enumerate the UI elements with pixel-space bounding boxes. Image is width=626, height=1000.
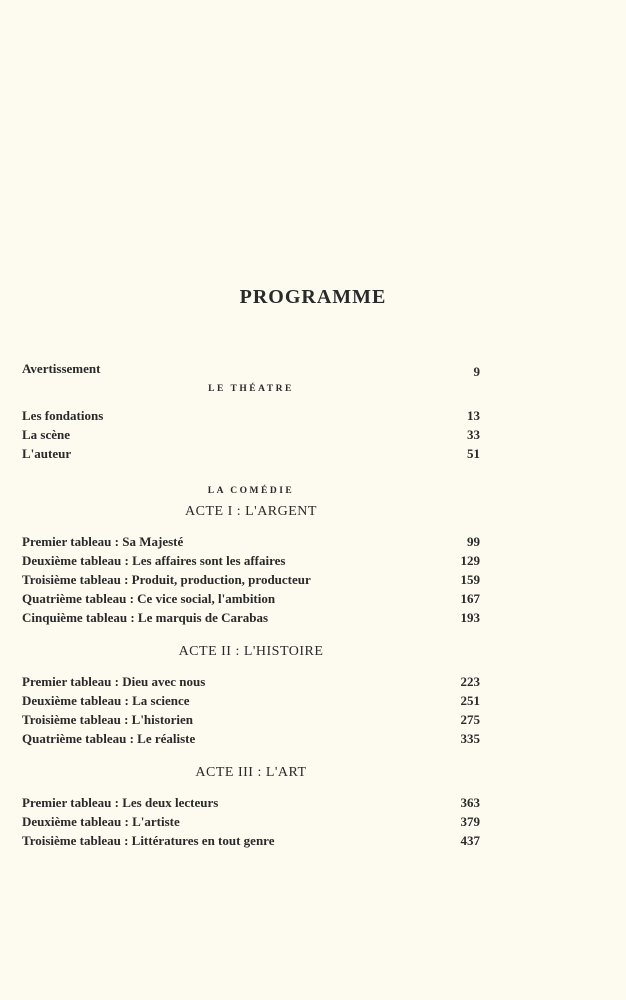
page-title: PROGRAMME <box>239 286 387 308</box>
entry-page: 251 <box>460 693 480 708</box>
toc-entry-avertissement <box>22 361 480 377</box>
entry-label: Avertissement <box>22 361 101 376</box>
entry-page: 13 <box>467 408 480 423</box>
toc-entry <box>22 534 480 550</box>
entry-label: Deuxième tableau : La science <box>22 693 190 708</box>
entry-page: 275 <box>460 712 480 727</box>
entry-label: Quatrième tableau : Le réaliste <box>22 731 196 746</box>
entry-page: 9 <box>473 364 480 379</box>
toc-entry <box>22 674 480 690</box>
toc-entry <box>22 553 480 569</box>
entry-label: Deuxième tableau : Les affaires sont les affaires <box>22 553 286 568</box>
toc-entry <box>22 572 480 588</box>
entry-label: Premier tableau : Les deux lecteurs <box>22 795 219 810</box>
toc-entry <box>22 427 480 443</box>
acte-heading: ACTE II : L'HISTOIRE <box>178 644 324 659</box>
toc-entry <box>22 446 480 462</box>
entry-label: Troisième tableau : Littératures en tout genre <box>22 833 275 848</box>
toc-entry <box>22 731 480 747</box>
toc-entry <box>22 408 480 424</box>
section-heading-theatre: LE THÉATRE <box>208 384 294 394</box>
entry-page: 99 <box>467 534 480 549</box>
toc-entry <box>22 795 480 811</box>
entry-label: Premier tableau : Sa Majesté <box>22 534 184 549</box>
entry-page: 437 <box>460 833 480 848</box>
entry-label: La scène <box>22 427 71 442</box>
toc-entry <box>22 712 480 728</box>
entry-label: Les fondations <box>22 408 104 423</box>
entry-page: 33 <box>467 427 480 442</box>
entry-label: Premier tableau : Dieu avec nous <box>22 674 206 689</box>
toc-entry <box>22 693 480 709</box>
entry-label: Cinquième tableau : Le marquis de Carabas <box>22 610 269 625</box>
acte-heading: ACTE III : L'ART <box>195 765 307 780</box>
entry-page: 193 <box>460 610 480 625</box>
entry-page: 51 <box>467 446 480 461</box>
entry-label: L'auteur <box>22 446 72 461</box>
section-heading-comedie: LA COMÉDIE <box>207 486 295 496</box>
acte-heading: ACTE I : L'ARGENT <box>185 504 317 519</box>
entry-page: 167 <box>460 591 480 606</box>
entry-page: 159 <box>460 572 480 587</box>
entry-label: Quatrième tableau : Ce vice social, l'ambition <box>22 591 276 606</box>
entry-label: Troisième tableau : Produit, production, producteur <box>22 572 311 587</box>
entry-page: 129 <box>460 553 480 568</box>
entry-label: Deuxième tableau : L'artiste <box>22 814 180 829</box>
entry-page: 379 <box>460 814 480 829</box>
entry-page: 335 <box>460 731 480 746</box>
toc-entry <box>22 833 480 849</box>
entry-page: 363 <box>460 795 480 810</box>
toc-entry <box>22 591 480 607</box>
entry-label: Troisième tableau : L'historien <box>22 712 194 727</box>
toc-entry <box>22 814 480 830</box>
entry-page: 223 <box>460 674 480 689</box>
toc-entry <box>22 610 480 626</box>
